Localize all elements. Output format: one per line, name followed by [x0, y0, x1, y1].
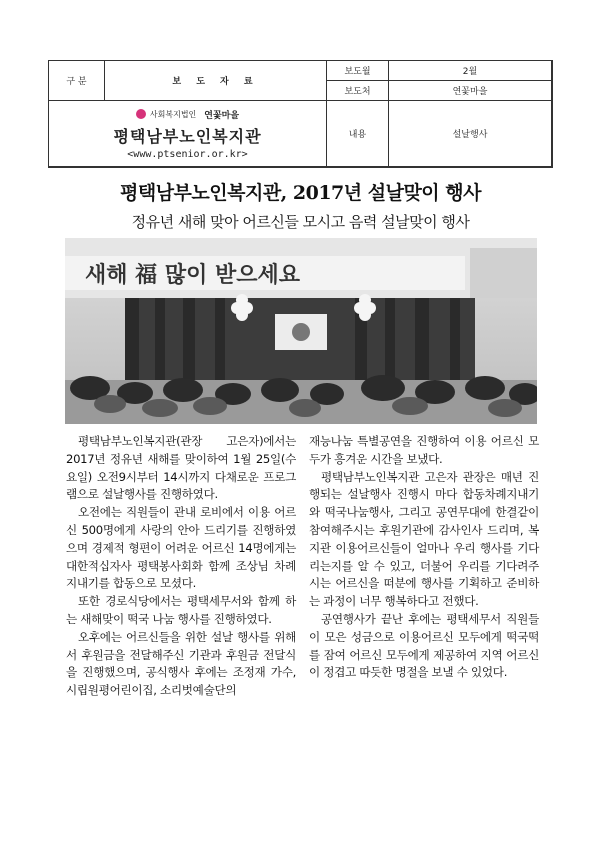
release-month-value: 2월 [389, 61, 552, 81]
press-release-header-table [48, 60, 553, 168]
organization-corp-type: 사회복지법인 [149, 109, 197, 119]
category-label: 구 분 [49, 61, 105, 101]
article-paragraph: 공연행사가 끝난 후에는 평택세무서 직원들이 모은 성금으로 이용어르신 모두에게 떡국떡를 잠여 어르신 모두에게 제공하여 지역 어르신이 정겹고 따듯한 명절을 보낼 수 있었다. [309, 611, 539, 680]
article-paragraph: 또한 경로식당에서는 평택세무서와 함께 하는 새해맞이 떡국 나눔 행사를 진행하였다. [66, 594, 296, 626]
article-paragraph: 평택남부노인복지관(관장 고은자)에서는 2017년 정유년 새해를 맞이하여 1월 25일(수요일) 오전9시부터 14시까지 다채로운 프로그램으로 설날행사를 진행하였다. [66, 434, 296, 502]
organization-block [49, 101, 327, 167]
article-paragraph: 오후에는 어르신들을 위한 설날 행사를 위해서 후원금을 전달해주신 기관과 후원금 전달식을 진행했으며, 공식행사 후에는 조정재 가수, 시립원평어린이집, 소리벗예술단의 [66, 629, 296, 698]
document-title: 보 도 자 료 [105, 61, 327, 101]
article-paragraph: 평택남부노인복지관 고은자 관장은 매년 진행되는 설날행사 진행시 마다 합동차례지내기와 떡국나눔행사, 그리고 공연무대에 한결같이 참여해주시는 후원기관에 감사인사 드리며, 복지관 이용어르신들이 얼마나 우리 행사를 기다리는지를 알 수 있고, 더불어 우리를 기다려주시는 어르신을 떠분에 행사를 기획하고 준비하는 과정이 너무 행복하다고 전했다. [309, 469, 539, 609]
event-photo-scene [65, 238, 537, 424]
content-value: 설날행사 [389, 101, 552, 167]
article-body-left-column [66, 433, 296, 700]
release-source-label: 보도처 [327, 81, 389, 101]
photo-banner-text: 새해 福 많이 받으세요 [85, 262, 300, 288]
article-paragraph: 재능나눔 특별공연을 진행하여 이용 어르신 모두가 흥겨운 시간을 보냈다. [309, 434, 539, 466]
content-label: 내용 [327, 101, 389, 167]
organization-corp-line [136, 108, 239, 121]
lotus-logo-icon [136, 109, 146, 119]
article-headline: 평택남부노인복지관, 2017년 설날맞이 행사 [119, 182, 481, 204]
organization-url: <www.ptsenior.or.kr> [127, 148, 248, 160]
event-photo-icon [65, 238, 537, 424]
release-source-value: 연꽃마을 [389, 81, 552, 101]
organization-name: 평택남부노인복지관 [113, 126, 262, 146]
article-subheadline: 정유년 새해 맞아 어르신들 모시고 음력 설날맞이 행사 [131, 213, 470, 231]
article-paragraph: 오전에는 직원들이 관내 로비에서 이용 어르신 500명에게 사랑의 안아 드리기를 진행하였으며 경제적 형편이 어려운 어르신 14명에게는 대한적십자사 평택봉사회화 함께 조상님 차례지내기를 합동으로 모셨다. [66, 505, 296, 591]
organization-brand: 연꽃마을 [204, 110, 240, 121]
article-body-right-column [309, 433, 539, 682]
release-month-label: 보도월 [327, 61, 389, 81]
